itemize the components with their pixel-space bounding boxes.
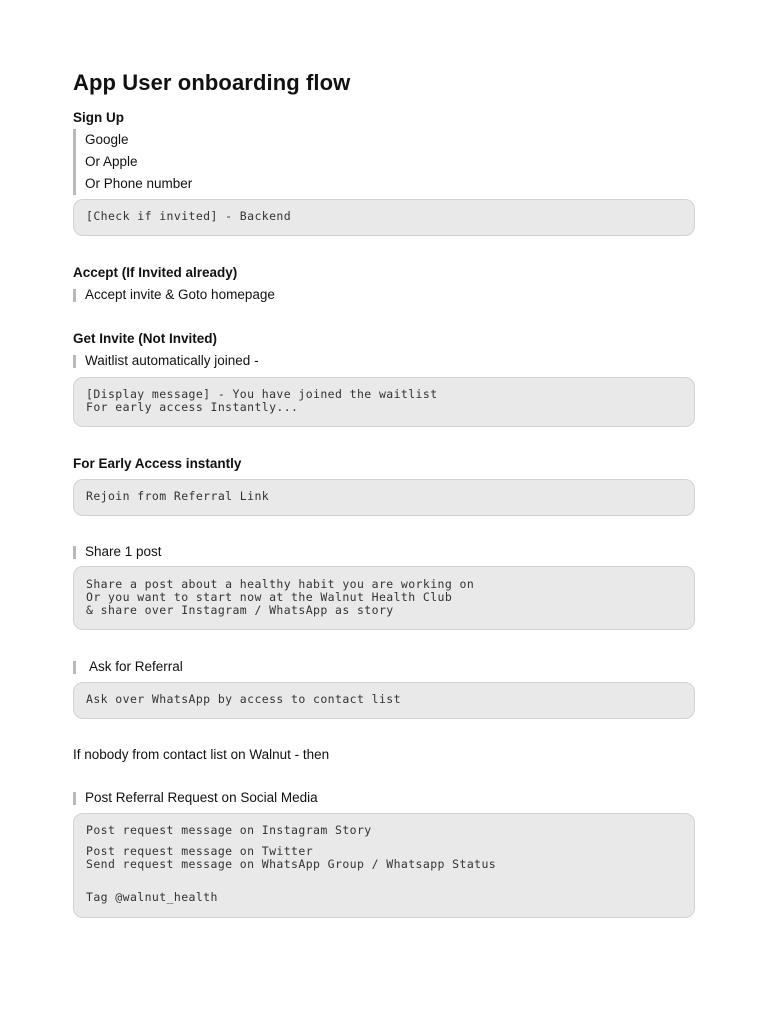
early-access-heading: For Early Access instantly [73,456,242,471]
sign-up-options [73,129,192,195]
code-line: Send request message on WhatsApp Group / Whatsapp Status [86,857,497,871]
sign-up-heading: Sign Up [73,110,124,125]
sign-up-option-google: Google [85,132,129,147]
check-invited-code-block [73,199,695,236]
rejoin-code-block [73,479,695,516]
post-referral-text: Post Referral Request on Social Media [85,790,318,805]
share-post-quote-bar [73,546,76,559]
share-post-text: Share 1 post [85,544,162,559]
ask-whatsapp-code-block [73,682,695,719]
code-line: Share a post about a healthy habit you are working on [86,577,475,591]
code-line: Tag @walnut_health [86,890,218,904]
accept-text: Accept invite & Goto homepage [85,287,275,302]
code-line: Post request message on Instagram Story [86,823,372,837]
code-line: Post request message on Twitter [86,844,314,858]
get-invite-heading: Get Invite (Not Invited) [73,331,218,346]
sign-up-option-phone: Or Phone number [85,176,193,191]
rejoin-code: Rejoin from Referral Link [86,489,270,503]
ask-referral-text: Ask for Referral [89,659,183,674]
sign-up-option-apple: Or Apple [85,154,138,169]
accept-heading: Accept (If Invited already) [73,265,238,280]
code-line: & share over Instagram / WhatsApp as story [86,603,394,617]
share-post-code-block [73,566,695,630]
code-line: For early access Instantly... [86,400,299,414]
check-invited-code: [Check if invited] - Backend [86,209,292,223]
code-line: Or you want to start now at the Walnut Health Club [86,590,453,604]
ask-referral-quote-bar [73,661,76,674]
get-invite-text: Waitlist automatically joined - [85,353,259,368]
ask-whatsapp-code: Ask over WhatsApp by access to contact list [86,692,401,706]
get-invite-quote-bar [73,355,76,368]
code-line: [Display message] - You have joined the waitlist [86,387,438,401]
post-referral-code-block [73,813,695,918]
page-title: App User onboarding flow [73,70,351,95]
nobody-on-walnut-text: If nobody from contact list on Walnut - then [73,747,330,762]
accept-quote-bar [73,289,76,302]
post-referral-quote-bar [73,792,76,805]
waitlist-message-code-block [73,377,695,427]
